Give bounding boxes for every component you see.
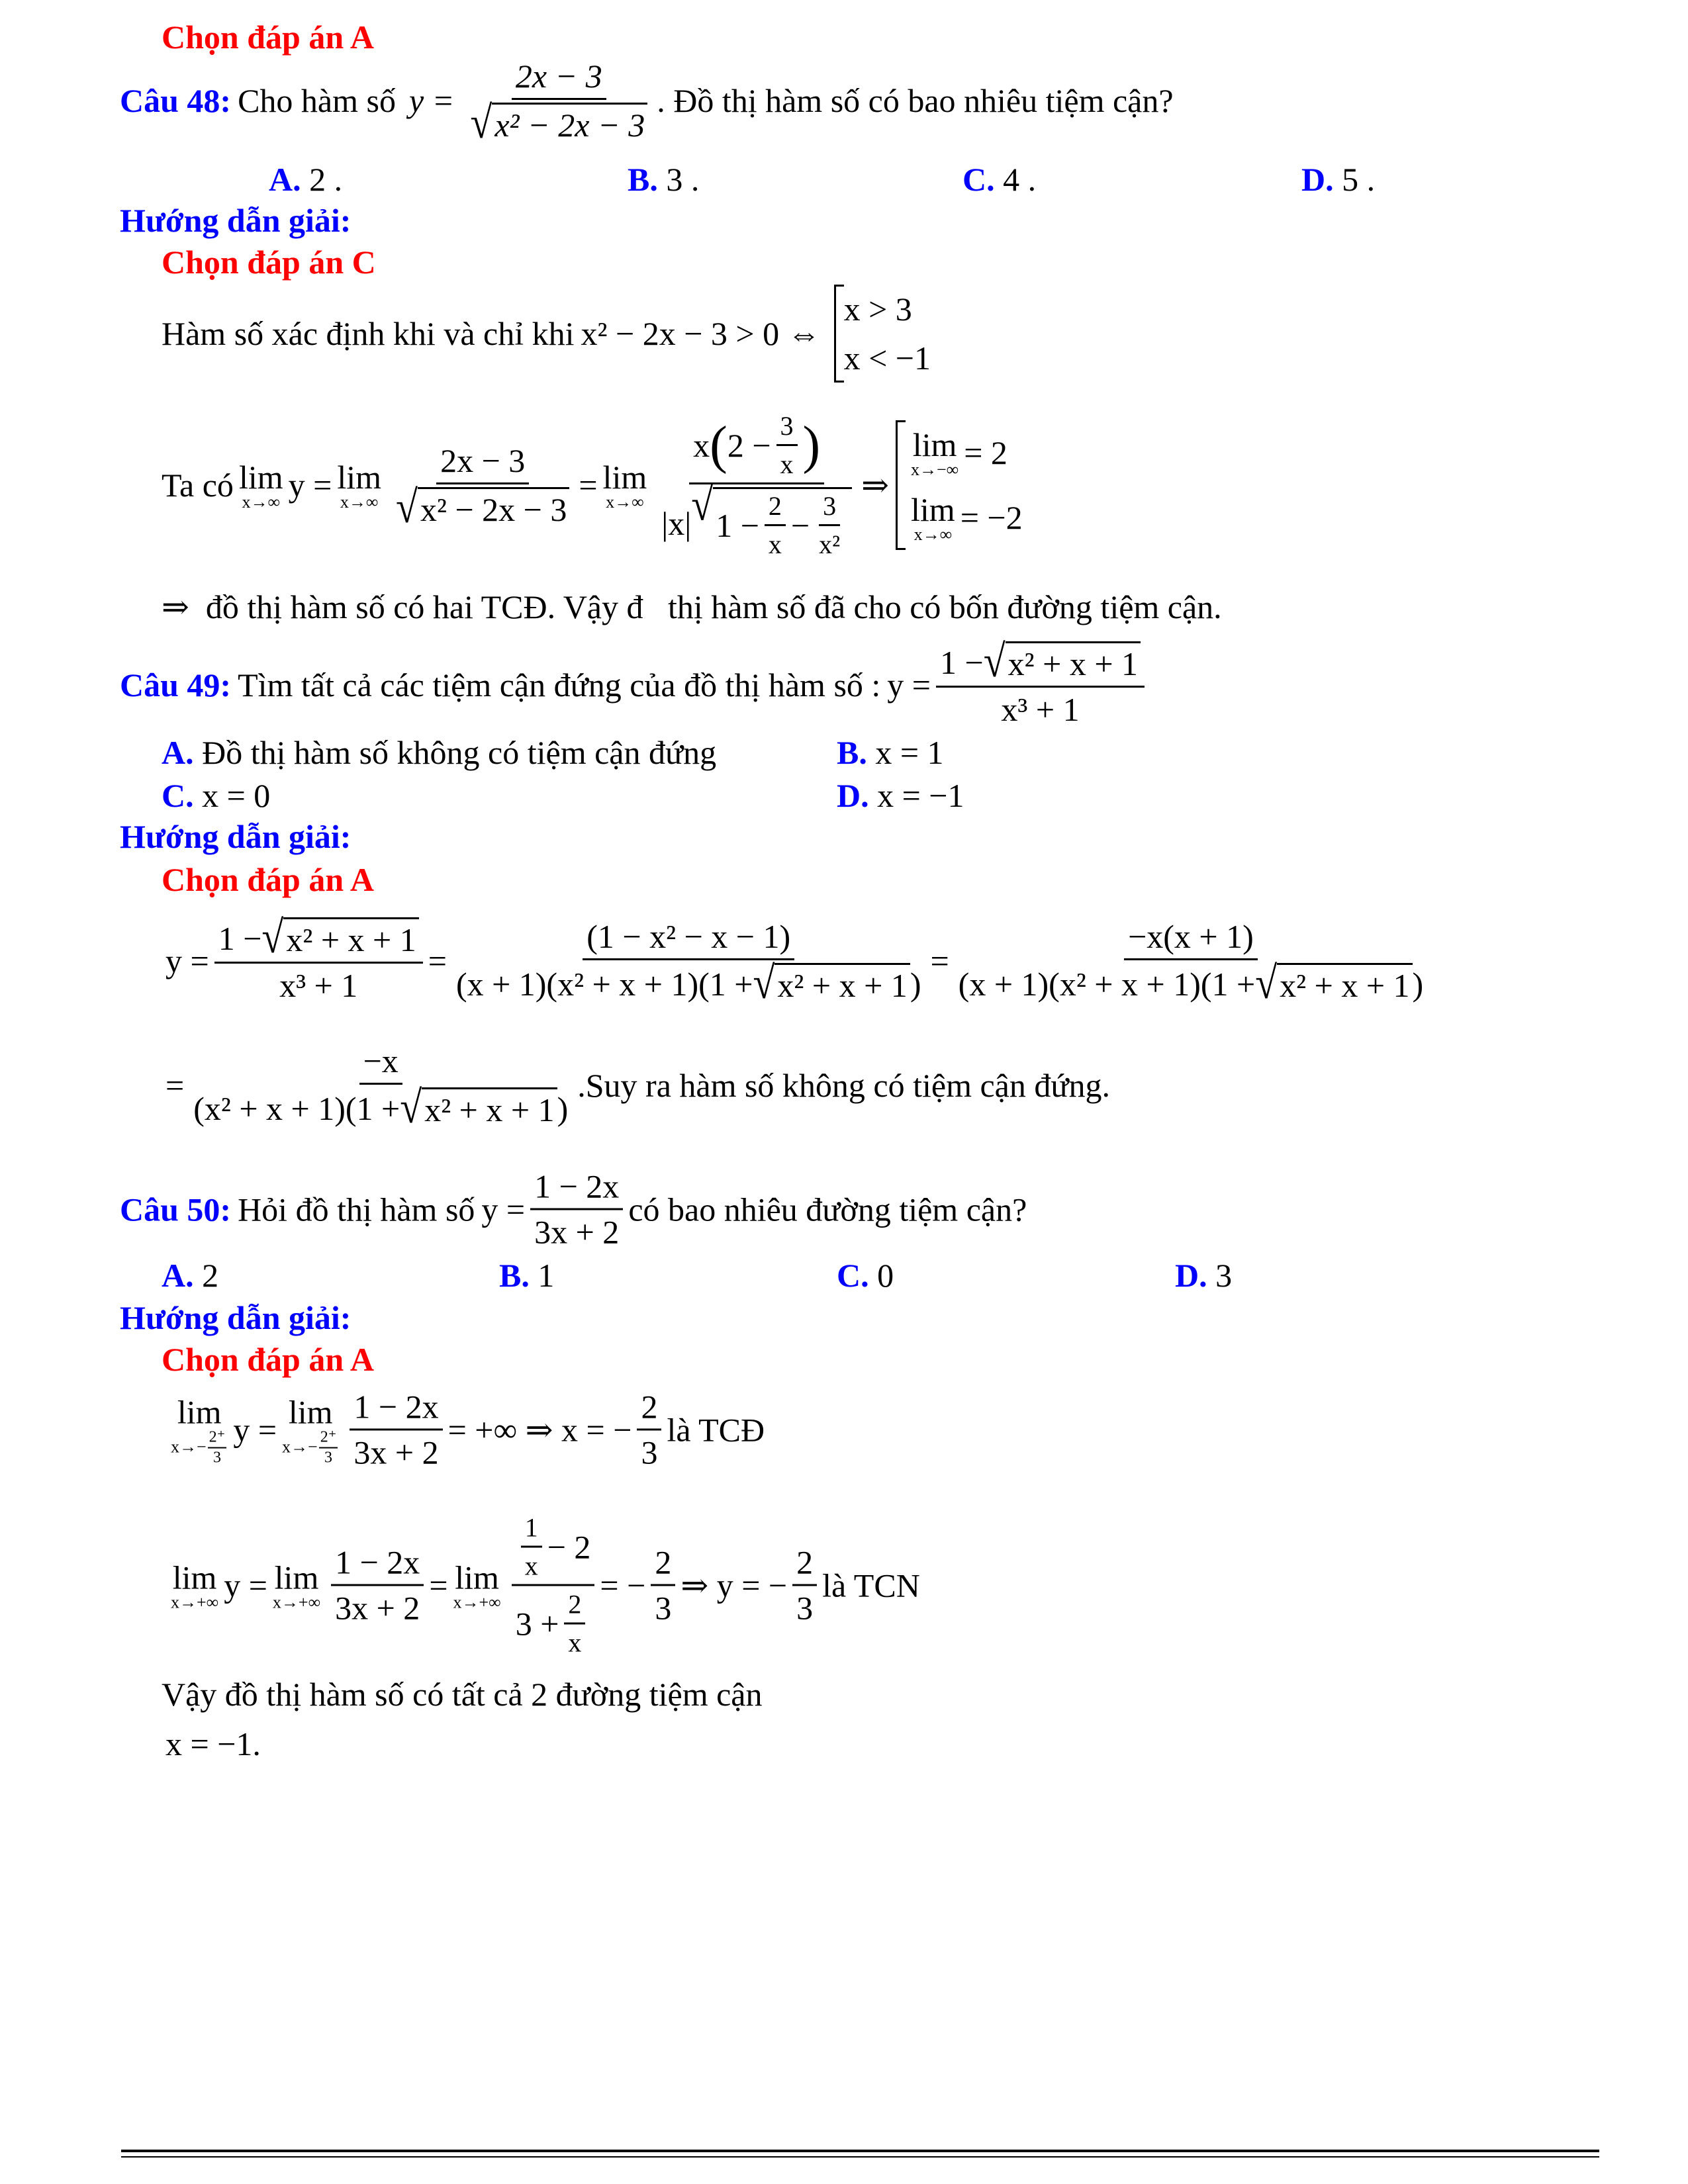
option-d: D. x = −1 — [837, 777, 964, 814]
fraction — [466, 57, 651, 148]
limit-line — [162, 410, 1023, 560]
math-text: = — [579, 467, 598, 504]
fraction: $\frac{1 - 2x}{3x + 2}$ — [530, 1167, 623, 1251]
text: Hàm số xác định khi và chỉ khi — [162, 315, 575, 352]
answer-choice: Chọn đáp án C — [162, 244, 376, 281]
guide-heading: Hướng dẫn giải: — [120, 818, 352, 855]
conclusion: ⇒ đồ thị hàm số có hai TCĐ. Vậy đ thị hàm số đã cho có bốn đường tiệm cận. — [162, 588, 1222, 625]
question-48 — [120, 57, 1174, 148]
footer-divider — [121, 2156, 1599, 2158]
math-text: y = — [408, 82, 455, 119]
fraction: 2x − 3 √ x² − 2x − 3 — [392, 441, 573, 529]
limit: lim x→+∞ — [453, 1559, 501, 1612]
limit: lim x→+∞ — [171, 1559, 219, 1612]
fraction: 1 − √ x² + x + 1 x³ + 1 — [936, 641, 1145, 729]
math-text: y = — [887, 666, 931, 704]
option-b: B. x = 1 — [837, 734, 944, 771]
option-a: A. 2 . — [269, 161, 343, 198]
solution-line: y = 1 − √ x² + x + 1 x³ + 1 = (1 − x² − x − 1) (x + 1)(x² + x + 1)(1 + √ x² + x + 1 ) = −x(x + 1) (x + 1)(x² + x + 1)(1 + √ x² + x + 1 ) — [165, 917, 1432, 1005]
question-text: Tìm tất cả các tiệm cận đứng của đồ thị hàm số : — [238, 666, 881, 704]
case: x < −1 — [843, 340, 931, 377]
question-text: Hỏi đồ thị hàm số — [238, 1191, 475, 1228]
answer-choice: Chọn đáp án A — [162, 19, 374, 56]
option-c: C. 4 . — [962, 161, 1037, 198]
option-c: C. x = 0 — [162, 777, 271, 814]
conclusion: .Suy ra hàm số không có tiệm cận đứng. — [577, 1067, 1110, 1104]
option-b: B. 1 — [499, 1257, 555, 1294]
fraction: 1 − √ x² + x + 1 x³ + 1 — [214, 917, 423, 1005]
limit: lim x→∞ — [337, 459, 382, 512]
text: Ta có — [162, 467, 234, 504]
answer-choice: Chọn đáp án A — [162, 861, 374, 898]
option-d: D. 5 . — [1301, 161, 1376, 198]
option-b: B. 3 . — [628, 161, 700, 198]
question-label: Câu 50: — [120, 1191, 232, 1228]
solution-line: lim x→− $\frac{2^+}{3}$ y = lim x→− $\frac{2^+}{3}$ $\frac{1 - 2x}{3x + 2}$ = +∞ ⇒ x = − $\frac{2}{3}$ là TCĐ — [171, 1388, 765, 1471]
math-text: ⇒ — [861, 467, 890, 504]
footer-divider — [121, 2150, 1599, 2152]
solution-line: lim x→+∞ y = lim x→+∞ $\frac{1 - 2x}{3x + 2}$ = lim x→+∞ $\frac{1}{x}$ − 2 3 + $\frac{2}{x}$ = − $\frac{2}{3}$ ⇒ y = − $\frac{2}{3}$ là TCN — [171, 1512, 920, 1658]
limit: lim x→+∞ — [272, 1559, 321, 1612]
option-a: A. Đồ thị hàm số không có tiệm cận đứng — [162, 734, 717, 771]
option-c: C. 0 — [837, 1257, 894, 1294]
question-label: Câu 49: — [120, 666, 232, 704]
solution-line: = −x (x² + x + 1)(1 + √ x² + x + 1 ) .Suy ra hàm số không có tiệm cận đứng. — [165, 1042, 1110, 1132]
limit: lim x→∞ — [602, 459, 647, 512]
option-a: A. 2 — [162, 1257, 219, 1294]
fraction: x ( 2 − $\frac{3}{x}$ ) |x| √ 1 − $\frac{2}{x}$ − $\frac{3}{\text{x²}}$ — [657, 410, 856, 560]
cases-bracket: lim x→−∞ = 2 lim x→∞ = −2 — [896, 420, 1023, 550]
question-text: có bao nhiêu đường tiệm cận? — [628, 1191, 1027, 1228]
question-label: Câu 48: — [120, 82, 232, 119]
math-text: x = −1. — [165, 1725, 261, 1762]
cases-bracket — [834, 285, 931, 383]
sqrt: √ x² − 2x − 3 — [470, 103, 647, 144]
math-text: x² − 2x − 3 > 0 ⇔ — [581, 315, 821, 352]
option-d: D. 3 — [1175, 1257, 1233, 1294]
question-49 — [120, 635, 1150, 729]
question-text: . Đồ thị hàm số có bao nhiêu tiệm cận? — [657, 82, 1174, 119]
conclusion: Vậy đồ thị hàm số có tất cả 2 đường tiệm cận — [162, 1676, 763, 1713]
question-50: Câu 50: Hỏi đồ thị hàm số y = $\frac{1 - 2x}{3x + 2}$ có bao nhiêu đường tiệm cận? — [120, 1167, 1027, 1251]
fraction: (1 − x² − x − 1) (x + 1)(x² + x + 1)(1 + √ x² + x + 1 ) — [455, 918, 921, 1008]
limit: lim x→− $\frac{2^+}{3}$ — [171, 1393, 226, 1466]
fraction: −x (x² + x + 1)(1 + √ x² + x + 1 ) — [193, 1042, 569, 1132]
guide-heading: Hướng dẫn giải: — [120, 1299, 352, 1336]
case: x > 3 — [843, 291, 912, 328]
fraction: −x(x + 1) (x + 1)(x² + x + 1)(1 + √ x² + x + 1 ) — [958, 918, 1424, 1008]
domain-line — [162, 285, 931, 383]
question-text: Cho hàm số — [238, 82, 396, 119]
radicand: x² − 2x − 3 — [492, 103, 647, 144]
limit: lim x→− $\frac{2^+}{3}$ — [282, 1393, 337, 1466]
answer-choice: Chọn đáp án A — [162, 1341, 374, 1378]
numerator: 2x − 3 — [512, 57, 606, 100]
limit: lim x→∞ — [238, 459, 283, 512]
guide-heading: Hướng dẫn giải: — [120, 202, 352, 239]
math-text: y = — [288, 467, 332, 504]
